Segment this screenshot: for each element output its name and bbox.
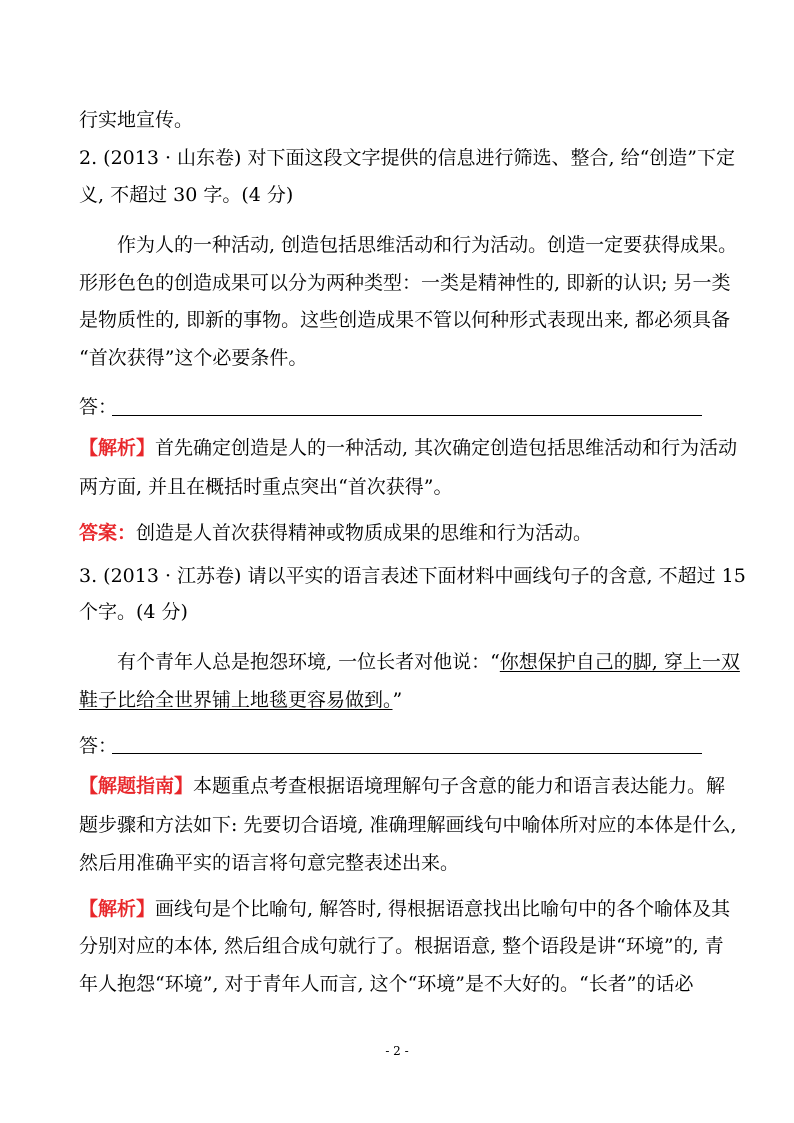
passage-text: ”	[392, 689, 403, 711]
guide-tag: 【解题指南】	[79, 775, 194, 797]
guide-text: 本题重点考查根据语境理解句子含意的能力和语言表达能力。解	[193, 775, 726, 797]
question-2-stem: 2. (2013 · 山东卷) 对下面这段文字提供的信息进行筛选、整合, 给“创造”下定	[79, 147, 736, 169]
guide-paragraph	[79, 774, 725, 798]
page-number: - 2 -	[385, 1044, 409, 1058]
answer-label: 答：	[79, 735, 118, 757]
analysis-text-cont: 分别对应的本体, 然后组合成句就行了。根据语意, 整个语段是讲“环境”的, 青	[79, 935, 724, 957]
analysis-paragraph	[79, 436, 737, 460]
analysis-tag: 【解析】	[79, 437, 156, 459]
question-3-stem: 3. (2013 · 江苏卷) 请以平实的语言表述下面材料中画线句子的含意, 不超过 15	[79, 565, 746, 587]
passage-line	[79, 688, 402, 712]
guide-text-cont: 题步骤和方法如下: 先要切合语境, 准确理解画线句中喻体所对应的本体是什么,	[79, 814, 737, 836]
answer-key-tag: 答案：	[79, 522, 137, 544]
passage-line	[117, 650, 740, 674]
analysis-text-cont: 年人抱怨“环境”, 对于青年人而言, 这个“环境”是不大好的。“长者”的话必	[79, 973, 694, 995]
passage-line: 作为人的一种活动, 创造包括思维活动和行为活动。创造一定要获得成果。	[117, 234, 738, 256]
question-2-stem-cont: 义, 不超过 30 字。(4 分)	[79, 184, 294, 206]
passage-line: 是物质性的, 即新的事物。这些创造成果不管以何种形式表现出来, 都必须具备	[79, 309, 731, 331]
passage-line: “首次获得”这个必要条件。	[79, 347, 308, 369]
passage-text: 有个青年人总是抱怨环境, 一位长者对他说：“	[117, 651, 500, 673]
answer-label: 答：	[79, 396, 118, 418]
analysis-text-cont: 两方面, 并且在概括时重点突出“首次获得”。	[79, 476, 453, 498]
answer-blank-line	[112, 753, 702, 754]
analysis-tag: 【解析】	[79, 898, 156, 920]
underlined-sentence: 你想保护自己的脚, 穿上一双	[499, 651, 740, 673]
analysis-text: 画线句是个比喻句, 解答时, 得根据语意找出比喻句中的各个喻体及其	[155, 898, 731, 920]
guide-text-cont: 然后用准确平实的语言将句意完整表述出来。	[79, 852, 460, 874]
passage-line: 形形色色的创造成果可以分为两种类型：一类是精神性的, 即新的认识; 另一类	[79, 272, 731, 294]
answer-key-text: 创造是人首次获得精神或物质成果的思维和行为活动。	[136, 522, 593, 544]
underlined-sentence-cont: 鞋子比给全世界铺上地毯更容易做到。	[79, 689, 393, 711]
text-line: 行实地宣传。	[79, 109, 194, 131]
question-3-stem-cont: 个字。(4 分)	[79, 601, 188, 623]
answer-blank-line	[112, 415, 702, 416]
answer-key	[79, 521, 592, 545]
analysis-text: 首先确定创造是人的一种活动, 其次确定创造包括思维活动和行为活动	[155, 437, 738, 459]
analysis-paragraph	[79, 897, 730, 921]
